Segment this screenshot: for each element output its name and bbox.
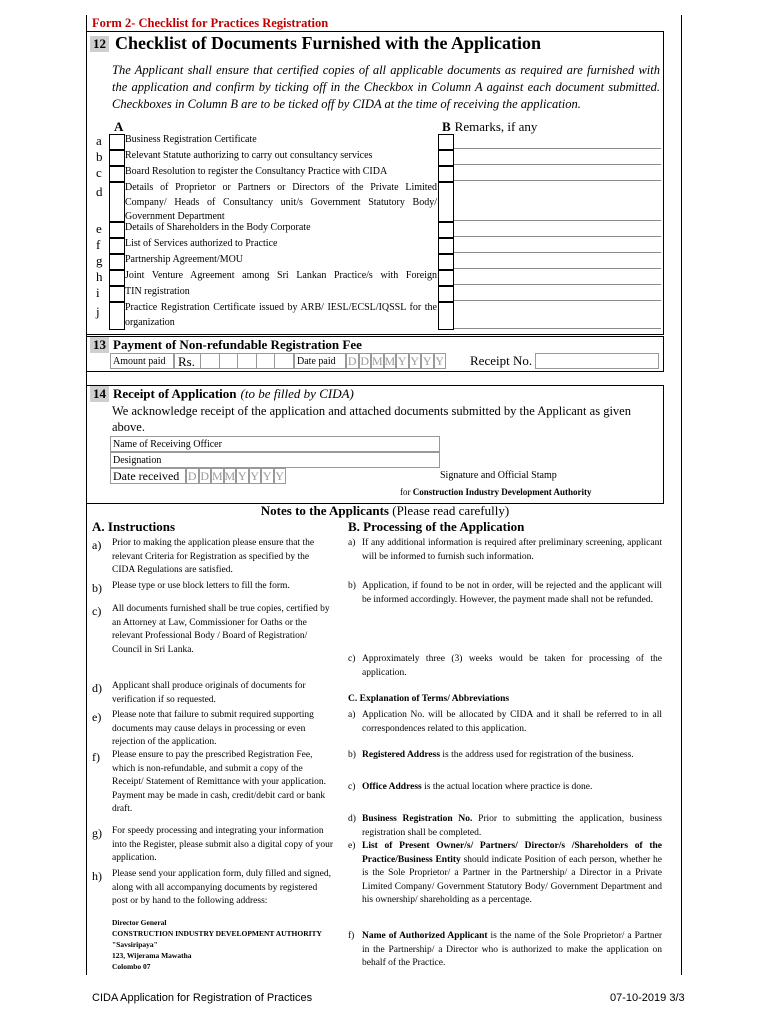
date-mask-cell: Y	[237, 469, 247, 483]
processing-text: If any additional information is required after preliminary screening, applicant will be informed to furnish such information.	[362, 538, 662, 562]
column-a-checkbox[interactable]	[109, 182, 125, 222]
remarks-line[interactable]	[454, 148, 661, 149]
for-authority-line	[400, 487, 592, 497]
instruction-text: Please note that failure to submit required supporting documents may cause delays in processing or even rejection of the application.	[112, 710, 314, 747]
checklist-document: Joint Venture Agreement among Sri Lankan Practice/s with Foreign	[125, 270, 437, 281]
column-b-label: Remarks, if any	[454, 119, 538, 134]
date-mask-cell: Y	[422, 354, 432, 368]
section-title: Payment of Non-refundable Registration Fee	[113, 337, 362, 352]
remarks-line[interactable]	[454, 300, 661, 301]
processing-label: a)	[348, 538, 356, 548]
term-text-block	[362, 840, 662, 908]
term-name: Registered Address	[362, 750, 441, 760]
instruction-text: Applicant shall produce originals of documents for verification if so requested.	[112, 681, 306, 705]
term-description: is the actual location where practice is done.	[421, 782, 593, 792]
amount-label: Amount paid	[110, 353, 174, 369]
receipt-no-input[interactable]	[535, 353, 659, 369]
instruction-text: All documents furnished shall be true copies, certified by an Attorney at Law, Commissioner for Oaths or the relevant Professional Body / Board of Registration/ Council in Sri Lanka.	[112, 604, 330, 655]
checklist-letter: i	[96, 285, 100, 300]
remarks-line[interactable]	[454, 268, 661, 269]
checklist-letter: a	[96, 133, 102, 148]
instruction-text: Please send your application form, duly filled and signed, along with all accompanying documents by registered post or by hand to the following address:	[112, 869, 331, 906]
instruction-label: f)	[92, 750, 100, 764]
column-b-checkbox[interactable]	[438, 302, 454, 330]
notes-title	[0, 503, 770, 519]
checklist-letter: e	[96, 221, 102, 236]
term-label: d)	[348, 814, 356, 824]
remarks-line[interactable]	[454, 220, 661, 221]
section-title-note: (to be filled by CIDA)	[240, 386, 354, 401]
column-b-checkbox[interactable]	[438, 238, 454, 254]
processing-text: Approximately three (3) weeks would be taken for processing of the application.	[362, 654, 662, 678]
date-mask-cell: Y	[250, 469, 260, 483]
amount-input[interactable]	[174, 353, 294, 369]
checklist-letter: g	[96, 253, 103, 268]
currency-label: Rs.	[175, 354, 201, 368]
receipt-no-label: Receipt No.	[470, 353, 533, 368]
term-label: c)	[348, 782, 356, 792]
column-a-checkbox[interactable]	[109, 222, 125, 238]
column-b-checkbox[interactable]	[438, 134, 454, 150]
term-text-block	[362, 813, 662, 840]
term-label: b)	[348, 750, 356, 760]
address-line: 123, Wijerama Mawatha	[112, 951, 192, 960]
column-b-checkbox[interactable]	[438, 150, 454, 166]
checklist-letter: d	[96, 184, 103, 199]
term-description: is the address used for registration of the business.	[440, 750, 634, 760]
date-mask-cell: D	[360, 354, 370, 368]
column-b-checkbox[interactable]	[438, 286, 454, 302]
checklist-document: Business Registration Certificate	[125, 134, 257, 145]
checklist-letter: j	[96, 304, 100, 319]
date-mask-cell: M	[224, 469, 236, 483]
footer-title: CIDA Application for Registration of Practices	[92, 992, 313, 1004]
remarks-line[interactable]	[454, 236, 661, 237]
processing-label: c)	[348, 654, 356, 664]
date-mask-cell: Y	[410, 354, 420, 368]
processing-heading: B. Processing of the Application	[348, 519, 525, 534]
checklist-letter: f	[96, 237, 101, 252]
section-number: 13	[90, 337, 109, 353]
column-a-checkbox[interactable]	[109, 254, 125, 270]
term-description: Application No. will be allocated by CIDA and it shall be referred to in all correspondences related to this application.	[362, 710, 662, 734]
processing-text: Application, if found to be not in order, will be rejected and the applicant will be informed accordingly. However, the payment made shall not be refunded.	[362, 581, 662, 605]
terms-heading: C. Explanation of Terms/ Abbreviations	[348, 694, 510, 704]
term-text-block	[362, 781, 662, 795]
term-description: should indicate Position of each person, whether he is the Sole Proprietor/ a Partner in the Partnership/ a Director in a Private Limited Company/ Government Statutory Body/ Government Department and his ownership/ shareholding as a percentage.	[362, 854, 662, 905]
remarks-line[interactable]	[454, 180, 661, 181]
date-mask-cell: M	[212, 469, 223, 483]
term-label: f)	[348, 931, 355, 941]
column-a-checkbox[interactable]	[109, 150, 125, 166]
checklist-document: Partnership Agreement/MOU	[125, 254, 244, 265]
instruction-text: Please type or use block letters to fill the form.	[112, 581, 290, 591]
section-number: 12	[90, 36, 109, 52]
term-label: a)	[348, 710, 356, 720]
address-block	[112, 917, 322, 972]
column-a-checkbox[interactable]	[109, 286, 125, 302]
date-paid-input[interactable]	[346, 353, 446, 369]
address-line: Colombo 07	[112, 962, 151, 971]
instruction-label: h)	[92, 869, 102, 883]
instruction-label: d)	[92, 681, 102, 695]
date-mask-cell: D	[187, 469, 197, 483]
instruction-label: b)	[92, 581, 102, 595]
checklist-document: Details of Proprietor or Partners or Directors of the Private Limited Company/ Heads of Consultancy unit/s Government Statutory Body/ Government Department	[125, 182, 437, 222]
date-mask-cell: Y	[275, 469, 285, 483]
address-line: Director General	[112, 918, 167, 927]
term-name: Name of Authorized Applicant	[362, 931, 488, 941]
date-received-input[interactable]	[186, 468, 286, 484]
column-b-checkbox[interactable]	[438, 166, 454, 182]
checklist-document: List of Services authorized to Practice	[125, 238, 278, 249]
date-mask-cell: D	[200, 469, 210, 483]
term-label: e)	[348, 841, 356, 851]
instruction-label: g)	[92, 826, 102, 840]
column-a-checkbox[interactable]	[109, 270, 125, 286]
date-mask-cell: Y	[435, 354, 445, 368]
column-b-header	[442, 119, 537, 135]
designation-field[interactable]	[110, 452, 440, 468]
remarks-line[interactable]	[454, 252, 661, 253]
column-a-checkbox[interactable]	[109, 302, 125, 330]
footer-date-page: 07-10-2019 3/3	[610, 992, 685, 1004]
term-name: Office Address	[362, 782, 422, 792]
section-title: Receipt of Application	[113, 386, 237, 401]
term-name: List of Present Owner/s/ Partners/ Director/s /Shareholders of the Practice/Business Entity	[362, 841, 662, 865]
section-14-heading	[90, 386, 354, 402]
term-description: Prior to submitting the application, business registration shall be completed.	[362, 814, 663, 838]
acknowledgement-text: We acknowledge receipt of the application and attached documents submitted by the Applicant as given above.	[112, 404, 631, 434]
section-12-heading	[90, 33, 541, 54]
notes-heading: Notes to the Applicants	[260, 503, 389, 518]
checklist-document: Board Resolution to register the Consultancy Practice with CIDA	[125, 166, 388, 177]
instruction-label: c)	[92, 604, 102, 618]
checklist-letter: c	[96, 165, 102, 180]
receiving-officer-field[interactable]	[110, 436, 440, 452]
term-name: Business Registration No.	[362, 814, 473, 824]
date-mask-cell: Y	[262, 469, 272, 483]
page-frame-right	[681, 15, 682, 975]
remarks-line[interactable]	[454, 284, 661, 285]
column-b-checkbox[interactable]	[438, 254, 454, 270]
date-mask-cell: M	[372, 354, 383, 368]
date-mask-cell: M	[384, 354, 396, 368]
term-text-block	[362, 709, 662, 736]
address-line: "Savsiripaya"	[112, 940, 158, 949]
instruction-label: e)	[92, 710, 102, 724]
column-a-checkbox[interactable]	[109, 166, 125, 182]
checklist-document: Practice Registration Certificate issued by ARB/ IESL/ECSL/IQSSL for the organization	[125, 302, 437, 328]
instruction-text: Prior to making the application please ensure that the relevant Criteria for Registration as specified by the CIDA Regulations are satisfied.	[112, 538, 315, 575]
checklist-letter: h	[96, 269, 103, 284]
section-number: 14	[90, 386, 109, 402]
authority-name: Construction Industry Development Authority	[412, 487, 592, 497]
date-paid-label: Date paid	[294, 353, 346, 369]
checklist-letter: b	[96, 149, 103, 164]
term-text-block	[362, 749, 662, 763]
receiving-officer-label: Name of Receiving Officer	[113, 439, 222, 450]
column-b-letter: B	[442, 119, 451, 134]
designation-label: Designation	[113, 455, 162, 466]
date-mask-cell: D	[347, 354, 357, 368]
remarks-line[interactable]	[454, 328, 661, 329]
column-b-checkbox[interactable]	[438, 182, 454, 222]
processing-label: b)	[348, 581, 356, 591]
form-title: Form 2- Checklist for Practices Registration	[92, 16, 329, 30]
section-12-intro: The Applicant shall ensure that certified copies of all applicable documents as required are furnished with the application and confirm by ticking off in the Checkbox in Column A against each document submitted. Checkboxes in Column B are to be ticked off by CIDA at the time of receiving the application.	[112, 63, 660, 111]
checklist-document: TIN registration	[125, 286, 190, 297]
column-b-checkbox[interactable]	[438, 222, 454, 238]
remarks-line[interactable]	[454, 164, 661, 165]
instructions-heading: A. Instructions	[92, 519, 176, 534]
section-title: Checklist of Documents Furnished with the Application	[115, 33, 542, 53]
date-mask-cell: Y	[397, 354, 407, 368]
for-prefix: for	[400, 487, 411, 497]
notes-heading-note: (Please read carefully)	[392, 503, 510, 518]
section-13-heading	[90, 337, 362, 353]
signature-label: Signature and Official Stamp	[440, 470, 557, 481]
column-a-checkbox[interactable]	[109, 238, 125, 254]
address-line: CONSTRUCTION INDUSTRY DEVELOPMENT AUTHORITY	[112, 929, 322, 938]
column-b-checkbox[interactable]	[438, 270, 454, 286]
checklist-document: Relevant Statute authorizing to carry out consultancy services	[125, 150, 373, 161]
instruction-text: Please ensure to pay the prescribed Registration Fee, which is non-refundable, and submit a copy of the Receipt/ Statement of Remittance with your application. Payment may be made in cash, credit/debit card or bank draft.	[112, 750, 326, 814]
term-text-block	[362, 930, 662, 971]
column-a-header: A	[114, 119, 124, 134]
date-received-label: Date received	[110, 468, 186, 484]
term-description: is the name of the Sole Proprietor/ a Partner in the Partnership/ a Director who is authorized to make the application on behalf of the Practice.	[362, 931, 662, 968]
column-a-checkbox[interactable]	[109, 134, 125, 150]
instruction-label: a)	[92, 538, 102, 552]
checklist-document: Details of Shareholders in the Body Corporate	[125, 222, 311, 233]
instruction-text: For speedy processing and integrating your information into the Register, please submit also a digital copy of your application.	[112, 826, 333, 863]
